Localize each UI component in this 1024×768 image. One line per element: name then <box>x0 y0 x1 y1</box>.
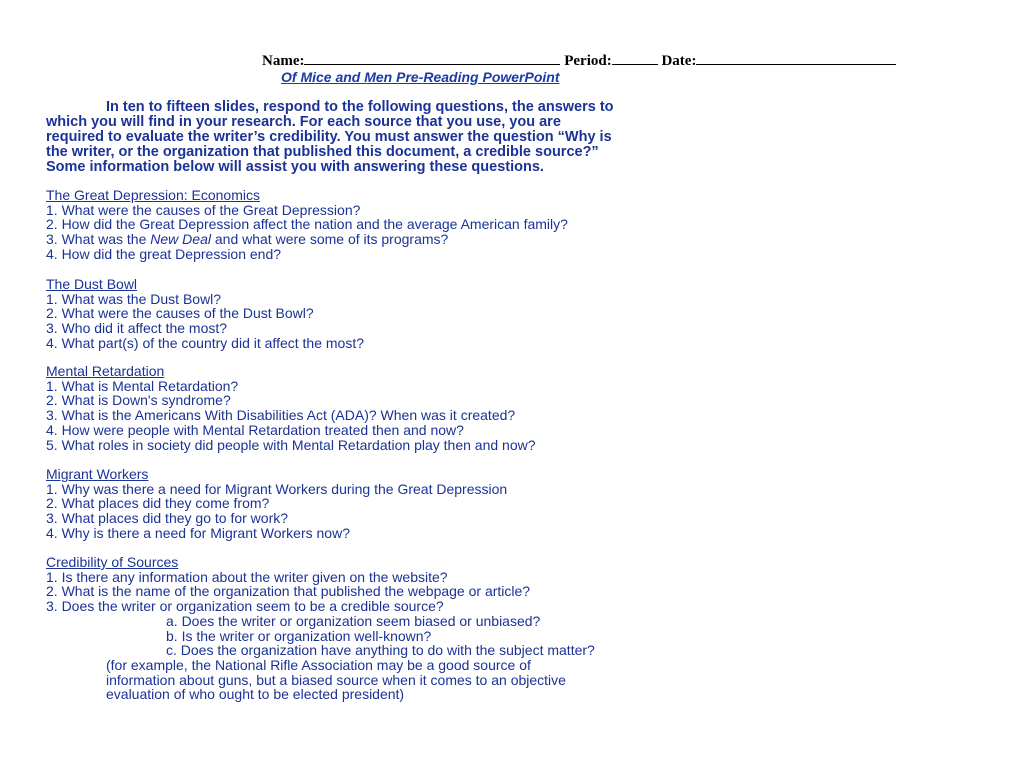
subquestion-item: a. Does the writer or organization seem biased or unbiased? <box>166 612 541 629</box>
question-item: 3. What is the Americans With Disabilities Act (ADA)? When was it created? <box>46 407 516 424</box>
question-item: 3. What places did they go to for work? <box>46 510 289 527</box>
name-label: Name: <box>262 53 305 69</box>
section-credibility <box>46 555 946 702</box>
period-label: Period: <box>564 53 612 69</box>
question-item: 1. Is there any information about the writer given on the website? <box>46 568 448 585</box>
example-note-line: (for example, the National Rifle Association may be a good source of <box>106 656 531 673</box>
question-item: 2. What is the name of the organization that published the webpage or article? <box>46 583 531 600</box>
section-title: Credibility of Sources <box>46 554 179 570</box>
question-item: 1. What were the causes of the Great Depression? <box>46 201 361 218</box>
example-note-line: evaluation of who ought to be elected president) <box>106 686 405 703</box>
name-blank <box>304 52 560 65</box>
intro-paragraph <box>46 100 966 175</box>
section-dust-bowl <box>46 277 946 351</box>
period-blank <box>612 52 658 65</box>
date-blank <box>696 52 896 65</box>
question-item: 4. How were people with Mental Retardation treated then and now? <box>46 421 464 438</box>
intro-line: In ten to fifteen slides, respond to the following questions, the answers to <box>106 99 614 115</box>
page-title: Of Mice and Men Pre-Reading PowerPoint <box>281 69 560 85</box>
question-item: 2. What places did they come from? <box>46 495 270 512</box>
date-label: Date: <box>661 53 697 69</box>
section-title: The Dust Bowl <box>46 276 138 292</box>
question-item: 2. How did the Great Depression affect the nation and the average American family? <box>46 216 568 233</box>
example-note-line: information about guns, but a biased source when it comes to an objective <box>106 671 566 688</box>
section-title: The Great Depression: Economics <box>46 187 260 203</box>
section-title: Migrant Workers <box>46 466 149 482</box>
question-item: 5. What roles in society did people with Mental Retardation play then and now? <box>46 436 536 453</box>
intro-line: which you will find in your research. For each source that you use, you are <box>46 114 561 130</box>
question-item: 3. Who did it affect the most? <box>46 320 228 337</box>
question-item: 1. What is Mental Retardation? <box>46 377 239 394</box>
subquestion-item: b. Is the writer or organization well-known? <box>166 627 432 644</box>
question-item: 4. How did the great Depression end? <box>46 245 282 262</box>
question-prefix: 3. What was the <box>46 231 151 248</box>
question-item: 1. Why was there a need for Migrant Workers during the Great Depression <box>46 480 508 497</box>
question-item: 2. What were the causes of the Dust Bowl? <box>46 305 314 322</box>
section-migrant-workers <box>46 467 946 541</box>
question-suffix: and what were some of its programs? <box>210 231 449 248</box>
new-deal-term: New Deal <box>150 231 211 248</box>
intro-line: required to evaluate the writer’s credibility. You must answer the question “Why is <box>46 129 612 145</box>
subquestion-item: c. Does the organization have anything to do with the subject matter? <box>166 642 595 659</box>
student-info-header <box>262 52 896 70</box>
section-title: Mental Retardation <box>46 363 165 379</box>
question-item: 4. What part(s) of the country did it affect the most? <box>46 334 365 351</box>
question-item: 3. Does the writer or organization seem to be a credible source? <box>46 598 444 615</box>
question-item <box>46 232 946 247</box>
intro-line: Some information below will assist you with answering these questions. <box>46 159 544 175</box>
question-item: 1. What was the Dust Bowl? <box>46 290 222 307</box>
intro-line: the writer, or the organization that published this document, a credible source?” <box>46 144 599 160</box>
question-item: 2. What is Down's syndrome? <box>46 392 231 409</box>
question-item: 4. Why is there a need for Migrant Workers now? <box>46 524 350 541</box>
section-economics <box>46 188 946 262</box>
section-mental-retardation <box>46 364 946 452</box>
